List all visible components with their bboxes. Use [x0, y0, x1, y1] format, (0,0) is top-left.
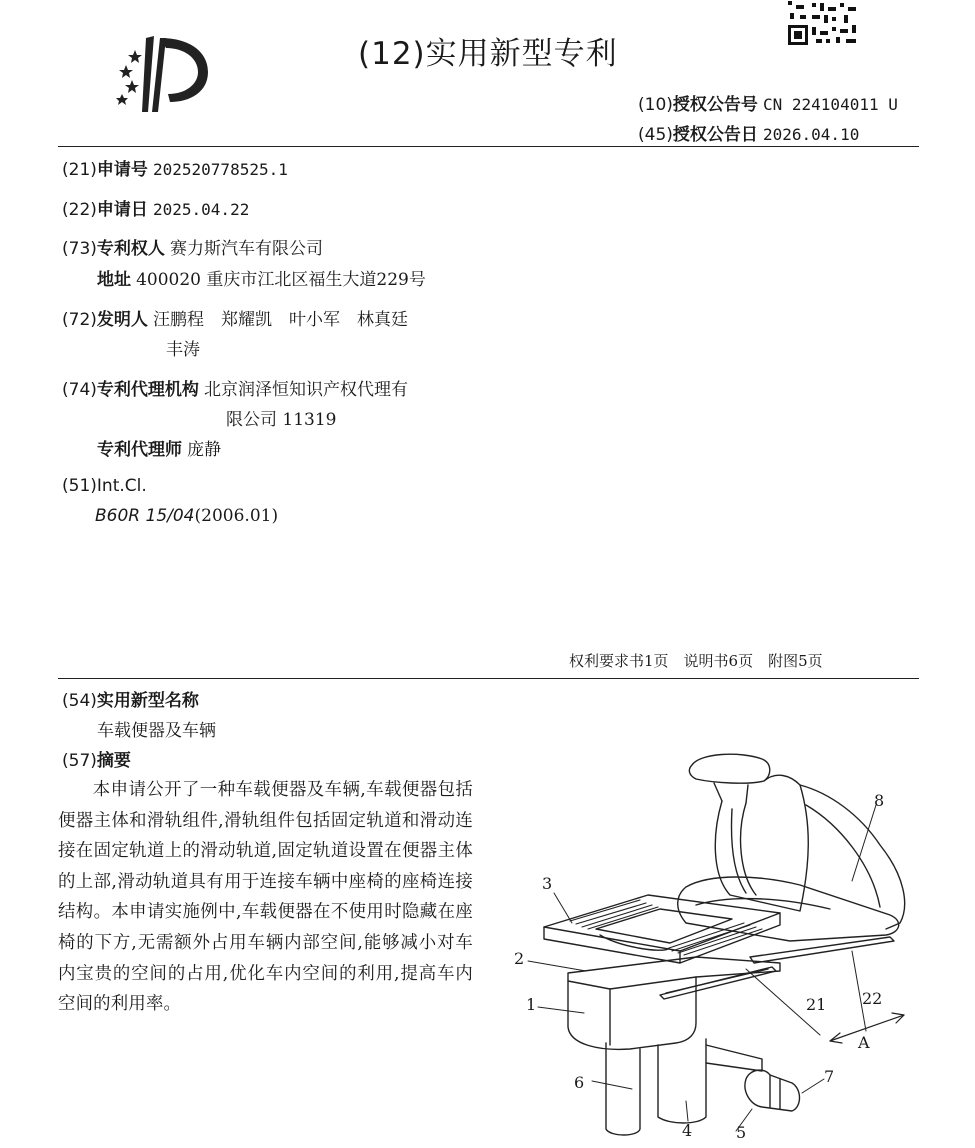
section-rule: [58, 678, 919, 679]
figure-label-6: 6: [574, 1073, 585, 1092]
pub-date-label: 授权公告日: [672, 125, 758, 145]
agency-row: [62, 375, 408, 400]
figure-label-8: 8: [874, 791, 885, 810]
knob: [745, 1070, 800, 1111]
figure-label-a: A: [858, 1033, 870, 1052]
document-type-title: (12)实用新型专利: [358, 36, 618, 72]
leg-6: [606, 1043, 640, 1135]
application-date-row: [62, 195, 249, 220]
field-label: 申请号: [96, 160, 148, 180]
field-label: 申请日: [96, 200, 148, 220]
figure-label-21: 21: [806, 995, 827, 1014]
pub-no-value: CN 224104011 U: [763, 95, 898, 114]
pub-date-code: (45): [638, 125, 673, 145]
application-number-row: [62, 155, 288, 180]
field-label: 专利权人: [96, 239, 165, 259]
publication-date: [638, 120, 859, 145]
address-row: [97, 265, 426, 290]
field-label: 摘要: [96, 751, 131, 771]
pub-no-code: (10): [638, 95, 673, 115]
toilet-box: [568, 977, 696, 1049]
field-code: (57): [62, 751, 97, 771]
field-label: 地址: [97, 270, 131, 290]
slide-rail: [750, 937, 894, 963]
patentee-row: [62, 234, 323, 259]
figure-label-2: 2: [514, 949, 525, 968]
pub-no-label: 授权公告号: [672, 95, 758, 115]
field-code: (73): [62, 239, 97, 259]
abstract-text: 本申请公开了一种车载便器及车辆,车载便器包括便器主体和滑轨组件,滑轨组件包括固定轨道和滑动连接在固定轨道上的滑动轨道,固定轨道设置在便器主体的上部,滑动轨道具有用于连接车辆中座椅的座椅连接结构。本申请实施例中,车载便器在不使用时隐藏在座椅的下方,无需额外占用车辆内部空间,能够减小对车内宝贵的空间的占用,优化车内空间的利用,提高车内空间的利用率。: [58, 780, 473, 1015]
pages-summary: 权利要求书1页 说明书6页 附图5页: [569, 652, 823, 670]
ipc-class: B60R 15/04: [95, 506, 195, 526]
inventors-row: [62, 305, 408, 330]
figure-label-22: 22: [862, 989, 883, 1008]
intcl-row: [62, 476, 147, 496]
inventor-names: 汪鹏程 郑耀凯 叶小军 林真廷: [153, 310, 408, 330]
ipc-version: (2006.01): [194, 506, 279, 526]
inventor-names-cont: 丰涛: [166, 340, 200, 360]
abstract-figure: [500, 745, 920, 1144]
patentee-address: 400020 重庆市江北区福生大道229号: [136, 270, 426, 290]
field-code: (51): [62, 476, 97, 496]
field-code: (74): [62, 380, 97, 400]
patentee-name: 赛力斯汽车有限公司: [170, 239, 323, 259]
header-rule: [58, 146, 919, 147]
figure-label-7: 7: [824, 1067, 835, 1086]
pub-date-value: 2026.04.10: [763, 125, 860, 144]
field-code: (22): [62, 200, 97, 220]
seat-back: [715, 775, 808, 911]
seat-headrest: [689, 754, 769, 783]
field-code: (72): [62, 310, 97, 330]
field-label: 专利代理师: [97, 440, 182, 460]
application-number: 202520778525.1: [153, 160, 288, 179]
agency-name-cont: 限公司 11319: [226, 410, 337, 430]
cnipa-logo: [108, 32, 218, 114]
figure-label-4: 4: [682, 1121, 693, 1140]
agent-row: [97, 435, 221, 460]
field-label: 专利代理机构: [96, 380, 199, 400]
qr-code: [786, 0, 860, 47]
intcl-class-row: [95, 506, 278, 526]
figure-label-3: 3: [542, 874, 553, 893]
leg-4: [658, 1039, 706, 1123]
publication-number: [638, 90, 898, 115]
figure-label-1: 1: [526, 995, 537, 1014]
field-label: Int.Cl.: [96, 476, 147, 496]
abstract-heading: [62, 746, 131, 771]
agency-name: 北京润泽恒知识产权代理有: [204, 380, 408, 400]
field-code: (21): [62, 160, 97, 180]
agent-name: 庞静: [187, 440, 222, 460]
figure-label-5: 5: [736, 1123, 747, 1142]
application-date: 2025.04.22: [153, 200, 250, 219]
utility-model-title-heading: [62, 686, 199, 711]
field-label: 发明人: [96, 310, 148, 330]
field-label: 实用新型名称: [96, 691, 199, 711]
utility-model-title: 车载便器及车辆: [97, 721, 216, 741]
field-code: (54): [62, 691, 97, 711]
